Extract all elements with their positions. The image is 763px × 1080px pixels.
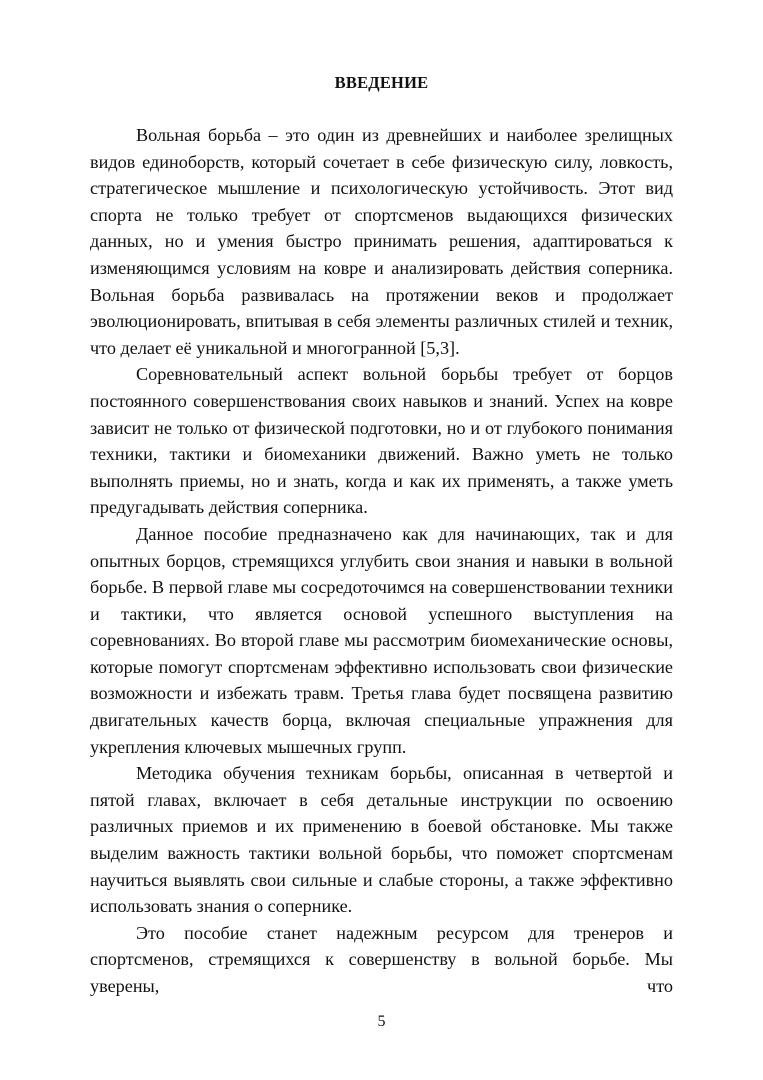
paragraph-5: Это пособие станет надежным ресурсом для тренеров и спортсменов, стремящихся к совершенству в вольной борьбе. Мы уверены, что	[90, 922, 673, 996]
paragraph-1: Вольная борьба – это один из древнейших и наиболее зрелищных видов единоборств, который сочетает в себе физическую силу, ловкость, стратегическое мышление и психологическую устойчивость. Этот вид спорта не только требует от спортсменов выдающихся физических данных, но и умения быстро принимать решения, адаптироваться к изменяющимся условиям на ковре и анализировать действия соперника. Вольная борьба развивалась на протяжении веков и продолжает эволюционировать, впитывая в себя элементы различных стилей и техник, что делает её уникальной и многогранной [5,3].	[90, 125, 673, 358]
paragraph-4: Методика обучения техникам борьбы, описанная в четвертой и пятой главах, включает в себя детальные инструкции по освоению различных приемов и их применению в боевой обстановке. Мы также выделим важность тактики вольной борьбы, что поможет спортсменам научиться выявлять свои сильные и слабые стороны, а также эффективно использовать знания о сопернике.	[90, 763, 673, 917]
page-title: ВВЕДЕНИЕ	[334, 73, 429, 92]
paragraph-2: Соревновательный аспект вольной борьбы требует от борцов постоянного совершенствования своих навыков и знаний. Успех на ковре зависит не только от физической подготовки, но и от глубокого понимания техники, тактики и биомеханики движений. Важно уметь не только выполнять приемы, но и знать, когда и как их применять, а также уметь предугадывать действия соперника.	[90, 364, 673, 518]
paragraph-3: Данное пособие предназначено как для начинающих, так и для опытных борцов, стремящихся углубить свои знания и навыки в вольной борьбе. В первой главе мы сосредоточимся на совершенствовании техники и тактики, что является основой успешного выступления на соревнованиях. Во второй главе мы рассмотрим биомеханические основы, которые помогут спортсменам эффективно использовать свои физические возможности и избежать травм. Третья глава будет посвящена развитию двигательных качеств борца, включая специальные упражнения для укрепления ключевых мышечных групп.	[90, 523, 673, 757]
page-number: 5	[377, 1013, 386, 1030]
body-text	[90, 122, 673, 1000]
